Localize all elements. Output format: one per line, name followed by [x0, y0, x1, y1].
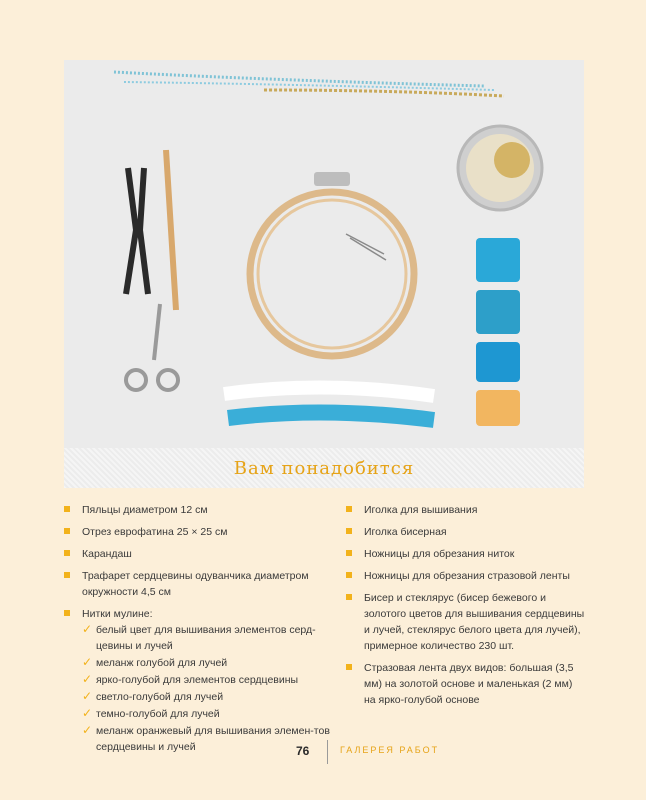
sublist-item: ✓ светло-голубой для лучей [82, 689, 224, 703]
blue-thread [228, 412, 434, 420]
checkmark-icon: ✓ [82, 655, 93, 669]
list-item: Бисер и стеклярус (бисер бежевого и золотого цветов для вышивания сердцевины и лучей, стеклярус белого цвета для лучей), примерное количество 230 шт. [346, 590, 586, 654]
list-item: Ножницы для обрезания стразовой ленты [346, 568, 586, 584]
footer-divider [327, 740, 328, 764]
sublist-item: ✓ меланж голубой для лучей [82, 655, 228, 669]
square-bullet-icon [64, 528, 70, 534]
needle [346, 234, 384, 254]
sublist-item: ✓ белый цвет для вышивания элементов серд-цевины и лучей [82, 622, 316, 652]
page-footer [0, 744, 646, 764]
sublist-item: ✓ ярко-голубой для элементов сердцевины [82, 672, 299, 686]
skein-orange [476, 390, 520, 426]
list-item: Трафарет сердцевины одуванчика диаметром окружности 4,5 см [64, 568, 334, 600]
scissors [154, 304, 160, 360]
square-bullet-icon [346, 594, 352, 600]
checkmark-icon: ✓ [82, 689, 93, 703]
rhinestone-chain-gold [264, 90, 504, 96]
materials-photo [64, 60, 584, 488]
sublist-item: ✓ темно-голубой для лучей [82, 706, 220, 720]
square-bullet-icon [64, 550, 70, 556]
pencil [166, 150, 176, 310]
list-item: Карандаш [64, 546, 334, 562]
checkmark-icon: ✓ [82, 622, 93, 636]
skein-bright-blue [476, 238, 520, 282]
list-item: Иголка для вышивания [346, 502, 586, 518]
square-bullet-icon [346, 550, 352, 556]
embroidery-hoop [250, 192, 414, 356]
list-item: Ножницы для обрезания ниток [346, 546, 586, 562]
white-thread [224, 387, 434, 396]
skein-dark-blue [476, 342, 520, 382]
square-bullet-icon [64, 572, 70, 578]
list-item-threads: Нитки мулине: ✓ белый цвет для вышивания элементов серд-цевины и лучей ✓ меланж голубой для лучей ✓ ярко-голубой для элементов сердцевины ✓ светло-голубой для лучей ✓ темно-голубой для лучей ✓ меланж оранжевый для вышивания элемен-тов сердцевины и лучей [64, 606, 334, 755]
list-item: Отрез еврофатина 25 × 25 см [64, 524, 334, 540]
square-bullet-icon [64, 610, 70, 616]
square-bullet-icon [346, 506, 352, 512]
materials-list-right [346, 502, 586, 714]
materials-list-left [64, 502, 334, 761]
thread-sublist [82, 622, 334, 755]
thread-snips [126, 168, 148, 294]
square-bullet-icon [346, 664, 352, 670]
sublist-item: ✓ меланж оранжевый для вышивания элемен-тов сердцевины и лучей [82, 723, 330, 753]
list-item: Иголка бисерная [346, 524, 586, 540]
page-number: 76 [296, 744, 310, 758]
checkmark-icon: ✓ [82, 723, 93, 737]
checkmark-icon: ✓ [82, 706, 93, 720]
checkmark-icon: ✓ [82, 672, 93, 686]
section-name: ГАЛЕРЕЯ РАБОТ [340, 745, 440, 755]
skein-melange-blue [476, 290, 520, 334]
rhinestone-chain-blue [114, 72, 484, 86]
materials-illustration [64, 60, 584, 488]
square-bullet-icon [346, 528, 352, 534]
banner-title: Вам понадобится [233, 457, 415, 479]
list-item: Стразовая лента двух видов: большая (3,5 мм) на золотой основе и маленькая (2 мм) на ярко-голубой основе [346, 660, 586, 708]
hoop-screw [314, 172, 350, 186]
square-bullet-icon [346, 572, 352, 578]
section-banner [64, 448, 584, 488]
square-bullet-icon [64, 506, 70, 512]
list-item: Пяльцы диаметром 12 см [64, 502, 334, 518]
